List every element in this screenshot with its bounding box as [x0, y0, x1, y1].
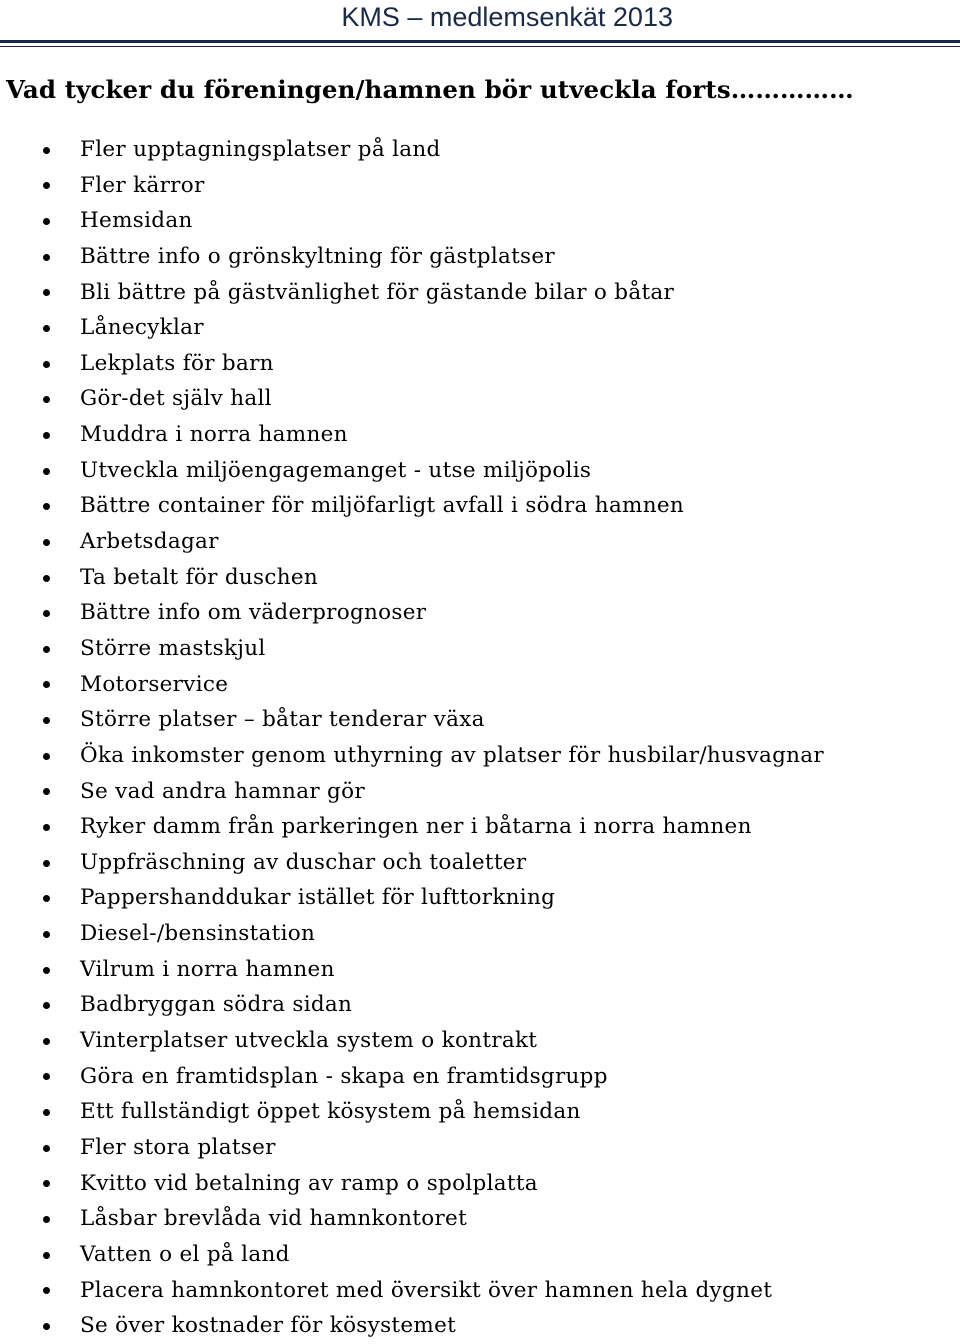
bullet-icon	[43, 1216, 50, 1223]
list-item	[0, 952, 824, 988]
list-item	[0, 1023, 824, 1059]
list-item-text: Vilrum i norra hamnen	[80, 956, 335, 982]
list-item-text: Pappershanddukar istället för lufttorkning	[80, 885, 556, 911]
list-item	[0, 595, 824, 631]
bullet-icon	[43, 432, 50, 439]
list-item-text: Låsbar brevlåda vid hamnkontoret	[80, 1206, 468, 1232]
list-item-text: Göra en framtidsplan - skapa en framtidsgrupp	[80, 1063, 608, 1089]
bullet-icon	[43, 254, 50, 261]
bullet-icon	[43, 931, 50, 938]
list-item-text: Fler stora platser	[80, 1134, 276, 1160]
bullet-icon	[43, 1323, 50, 1330]
bullet-icon	[43, 753, 50, 760]
bullet-icon	[43, 1287, 50, 1294]
bullet-icon	[43, 1252, 50, 1259]
header-title: KMS – medlemsenkät 2013	[341, 2, 673, 32]
bullet-icon	[43, 1002, 50, 1009]
list-item-text: Lekplats för barn	[80, 350, 274, 376]
list-item	[0, 239, 824, 275]
list-item	[0, 310, 824, 346]
bullet-icon	[43, 895, 50, 902]
bullet-icon	[43, 1180, 50, 1187]
list-item	[0, 453, 824, 489]
list-item-text: Kvitto vid betalning av ramp o spolplatta	[80, 1170, 538, 1196]
list-item-text: Motorservice	[80, 671, 229, 697]
bullet-icon	[43, 182, 50, 189]
list-item	[0, 631, 824, 667]
list-item	[0, 667, 824, 703]
list-item-text: Ta betalt för duschen	[80, 564, 319, 590]
list-item	[0, 1308, 824, 1344]
list-item-text: Badbryggan södra sidan	[80, 992, 353, 1018]
list-item	[0, 809, 824, 845]
list-item-text: Bättre info o grönskyltning för gästplatser	[80, 243, 555, 269]
list-item-text: Bättre container för miljöfarligt avfall i södra hamnen	[80, 493, 685, 519]
bullet-icon	[43, 788, 50, 795]
list-item-text: Öka inkomster genom uthyrning av platser för husbilar/husvagnar	[80, 742, 824, 768]
suggestion-list	[0, 132, 824, 1344]
list-item-text: Fler kärror	[80, 172, 205, 198]
list-item	[0, 845, 824, 881]
list-item	[0, 987, 824, 1023]
list-item-text: Se vad andra hamnar gör	[80, 778, 365, 804]
bullet-icon	[43, 717, 50, 724]
bullet-icon	[43, 289, 50, 296]
list-item	[0, 381, 824, 417]
bullet-icon	[43, 539, 50, 546]
header-rule	[0, 40, 960, 43]
list-item-text: Muddra i norra hamnen	[80, 422, 348, 448]
list-item-text: Fler upptagningsplatser på land	[80, 137, 441, 162]
bullet-icon	[43, 503, 50, 510]
bullet-icon	[43, 860, 50, 867]
list-item	[0, 916, 824, 952]
bullet-icon	[43, 468, 50, 475]
list-item	[0, 774, 824, 810]
list-item-text: Bli bättre på gästvänlighet för gästande bilar o båtar	[80, 279, 675, 305]
list-item	[0, 132, 824, 168]
list-item	[0, 524, 824, 560]
list-item-text: Större mastskjul	[80, 635, 266, 661]
list-item-text: Arbetsdagar	[80, 529, 219, 555]
list-item	[0, 1130, 824, 1166]
bullet-icon	[43, 1038, 50, 1045]
list-item	[0, 1094, 824, 1130]
list-item	[0, 1237, 824, 1273]
list-item-text: Placera hamnkontoret med översikt över hamnen hela dygnet	[80, 1277, 773, 1303]
list-item	[0, 1201, 824, 1237]
list-item	[0, 1059, 824, 1095]
bullet-icon	[43, 681, 50, 688]
bullet-icon	[43, 218, 50, 225]
list-item-text: Diesel-/bensinstation	[80, 921, 316, 947]
list-item	[0, 1273, 824, 1309]
list-item-text: Vinterplatser utveckla system o kontrakt	[80, 1028, 538, 1054]
list-item-text: Gör-det själv hall	[80, 386, 272, 412]
list-item-text: Lånecyklar	[80, 315, 204, 341]
list-item	[0, 203, 824, 239]
list-item	[0, 880, 824, 916]
bullet-icon	[43, 610, 50, 617]
list-item-text: Se över kostnader för kösystemet	[80, 1313, 457, 1339]
list-item	[0, 275, 824, 311]
list-item	[0, 168, 824, 204]
page-header	[0, 0, 960, 46]
list-item-text: Utveckla miljöengagemanget - utse miljöpolis	[80, 457, 592, 483]
list-item	[0, 346, 824, 382]
list-item	[0, 488, 824, 524]
bullet-icon	[43, 1109, 50, 1116]
list-item	[0, 702, 824, 738]
bullet-icon	[43, 325, 50, 332]
list-item-text: Hemsidan	[80, 208, 193, 234]
bullet-icon	[43, 1073, 50, 1080]
list-item-text: Uppfräschning av duschar och toaletter	[80, 849, 527, 875]
list-item-text: Ryker damm från parkeringen ner i båtarna i norra hamnen	[80, 814, 752, 840]
bullet-icon	[43, 396, 50, 403]
bullet-icon	[43, 575, 50, 582]
section-heading: Vad tycker du föreningen/hamnen bör utveckla forts……………	[6, 75, 854, 104]
bullet-icon	[43, 646, 50, 653]
bullet-icon	[43, 147, 50, 154]
list-item	[0, 417, 824, 453]
list-item	[0, 738, 824, 774]
list-item-text: Bättre info om väderprognoser	[80, 600, 427, 626]
list-item	[0, 560, 824, 596]
list-item-text: Större platser – båtar tenderar växa	[80, 707, 485, 733]
list-item-text: Vatten o el på land	[80, 1241, 290, 1267]
list-item-text: Ett fullständigt öppet kösystem på hemsidan	[80, 1099, 581, 1125]
bullet-icon	[43, 967, 50, 974]
bullet-icon	[43, 1145, 50, 1152]
list-item	[0, 1166, 824, 1202]
bullet-icon	[43, 824, 50, 831]
bullet-icon	[43, 361, 50, 368]
